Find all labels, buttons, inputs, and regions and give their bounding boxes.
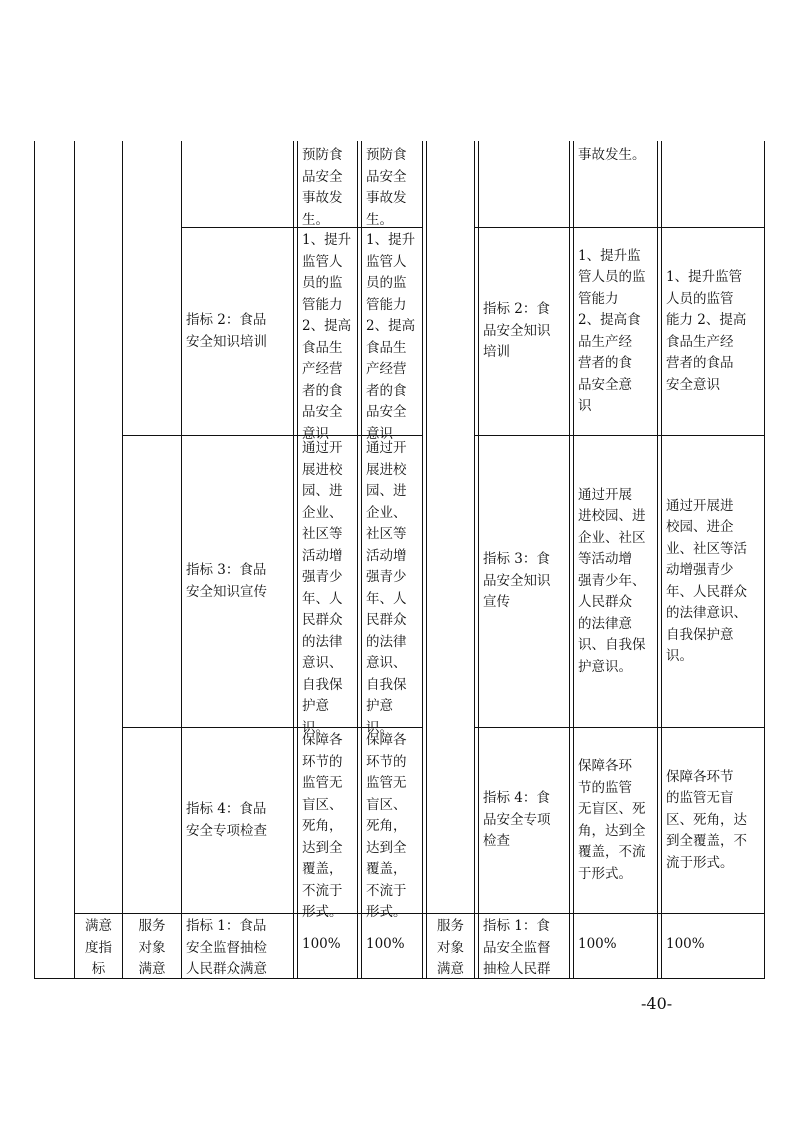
- table-cell: 事故发生。: [578, 147, 646, 163]
- table-cell: 100%: [302, 936, 341, 952]
- table-cell: 保障各环节 的监管无盲 区、死角，达 到全覆盖，不 流于形式。: [666, 768, 747, 871]
- table-cell: 预防食 品安全 事故发 生。: [366, 147, 407, 228]
- table-cell: 通过开展 进校园、进 企业、社区 等活动增 强青少年、 人民群众 的法律意 识、自我保 护意识。: [578, 486, 646, 675]
- indicator-name: 指标 1：食品 安全监督抽检 人民群众满意: [186, 918, 267, 977]
- table-line: [293, 141, 294, 979]
- table-cell: 预防食 品安全 事故发 生。: [302, 147, 343, 228]
- table-cell: 1、提升 监管人 员的监 管能力 2、提高 食品生 产经营 者的食 品安全 意识: [366, 232, 416, 442]
- table-line: [474, 141, 475, 979]
- table-line: [569, 141, 570, 979]
- table-cell: 100%: [366, 936, 405, 952]
- indicator-name: 指标 1：食 品安全监督 抽检人民群: [483, 918, 551, 977]
- table-cell: 100%: [578, 936, 617, 952]
- level1-indicator: 满意 度指 标: [85, 918, 112, 977]
- table-cell: 保障各 环节的 监管无 盲区、 死角， 达到全 覆盖， 不流于 形式。: [302, 732, 343, 920]
- table-line: [657, 141, 658, 979]
- table-cell: 通过开 展进校 园、进 企业、 社区等 活动增 强青少 年、人 民群众 的法律 意识、 自我保 护意 识。: [302, 440, 343, 736]
- indicator-name: 指标 3：食品 安全知识宣传: [186, 562, 267, 600]
- table-line: [122, 141, 123, 979]
- table-cell: 1、提升 监管人 员的监 管能力 2、提高 食品生 产经营 者的食 品安全 意识: [302, 232, 352, 442]
- table-line: [422, 141, 423, 979]
- indicator-name: 指标 4：食 品安全专项 检查: [483, 790, 551, 850]
- indicator-name: 指标 2：食 品安全知识 培训: [483, 301, 551, 361]
- table-line: [357, 141, 358, 979]
- table-cell: 1、提升监 管人员的监 管能力 2、提高食 品生产经 营者的食 品安全意 识: [578, 247, 646, 414]
- table-line: [426, 141, 427, 979]
- page-number: -40-: [641, 994, 673, 1013]
- table-line: [74, 141, 75, 979]
- table-cell: 通过开展进 校园、进企 业、社区等活 动增强青少 年、人民群众 的法律意识、 自我保护意 识。: [666, 497, 747, 664]
- indicator-name: 指标 4：食品 安全专项检查: [186, 801, 267, 839]
- table-line: [764, 141, 765, 979]
- level2-indicator: 服务 对象 满意: [437, 918, 464, 977]
- table-cell: 通过开 展进校 园、进 企业、 社区等 活动增 强青少 年、人 民群众 的法律 意识、 自我保 护意 识。: [366, 440, 407, 736]
- table-cell: 100%: [666, 936, 705, 952]
- table-cell: 保障各环 节的监管 无盲区、死 角，达到全 覆盖，不流 于形式。: [578, 758, 646, 882]
- level2-indicator: 服务 对象 满意: [138, 918, 166, 977]
- table-cell: 保障各 环节的 监管无 盲区、 死角， 达到全 覆盖， 不流于 形式。: [366, 732, 407, 920]
- table-cell: 1、提升监管 人员的监管 能力 2、提高 食品生产经 营者的食品 安全意识: [666, 269, 747, 393]
- indicator-name: 指标 2：食品 安全知识培训: [186, 312, 267, 350]
- table-line: [34, 141, 35, 979]
- indicator-name: 指标 3：食 品安全知识 宣传: [483, 551, 551, 611]
